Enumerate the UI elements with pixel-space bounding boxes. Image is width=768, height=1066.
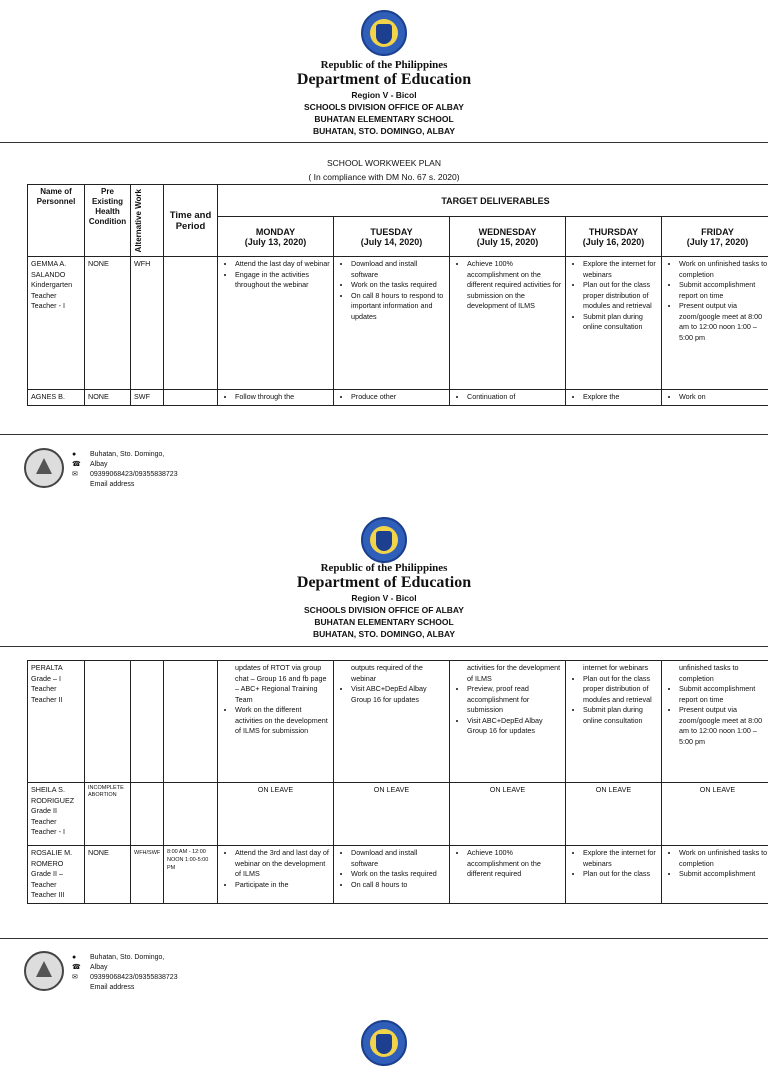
task-item: • Explore the internet for webinars: [583, 259, 658, 280]
alternative-work: [131, 661, 164, 783]
task-item: • Produce other: [351, 392, 446, 403]
division-label: SCHOOLS DIVISION OFFICE OF ALBAY: [0, 101, 768, 113]
task-item: • Present output via zoom/google meet at 8:00 am to 12:00 noon 1:00 – 5:00 pm: [679, 301, 768, 343]
task-item: • Explore the internet for webinars: [583, 848, 658, 869]
thursday-deliverables: [566, 846, 662, 904]
health-condition: NONE: [85, 390, 131, 406]
footer-divider: [0, 434, 768, 435]
name-line: PERALTA: [31, 663, 81, 674]
email-icon: ✉: [72, 973, 81, 983]
republic-label: Republic of the Philippines: [0, 562, 768, 574]
department-label: Department of Education: [0, 71, 768, 89]
header-friday: [662, 217, 768, 257]
task-item: • Work on unfinished tasks to completion: [679, 848, 768, 869]
task-item: • Download and install software: [351, 259, 446, 280]
footer-divider: [0, 938, 768, 939]
health-condition: NONE: [85, 846, 131, 904]
phone-icon: ☎: [72, 963, 81, 973]
footer-contact: [90, 953, 178, 993]
personnel-name: AGNES B.: [28, 390, 85, 406]
friday-deliverables: [662, 661, 768, 783]
footer-phone: 09399068423/09355838723: [90, 973, 178, 983]
workweek-table: [27, 184, 768, 406]
task-item: • Work on: [679, 392, 768, 403]
location-pin-icon: ●: [72, 450, 81, 460]
task-item: • Follow through the: [235, 392, 330, 403]
name-line: SHEILA S.: [31, 785, 81, 796]
region-label: Region V - Bicol: [0, 592, 768, 604]
task-item: • Work on the tasks required: [351, 869, 446, 880]
task-item: • Achieve 100% accomplishment on the different required activities for submission on the development of ILMS: [467, 259, 562, 312]
header-divider: [0, 142, 768, 143]
footer-address: Buhatan, Sto. Domingo, Albay: [90, 953, 178, 973]
plan-subtitle: ( In compliance with DM No. 67 s. 2020): [0, 172, 768, 182]
name-line: SALANDO: [31, 270, 81, 281]
name-line: Teacher: [31, 291, 81, 302]
monday-deliverables: [218, 257, 334, 390]
school-logo-icon: [24, 448, 64, 488]
header-name: Name of Personnel: [28, 185, 85, 257]
task-item: • Achieve 100% accomplishment on the different required: [467, 848, 562, 880]
day-date: (July 14, 2020): [337, 237, 446, 247]
task-item: • Participate in the: [235, 880, 330, 891]
time-period: [164, 661, 218, 783]
phone-icon: ☎: [72, 460, 81, 470]
task-continuation: activities for the development of ILMS: [453, 663, 562, 684]
task-item: • Continuation of: [467, 392, 562, 403]
name-line: RODRIGUEZ: [31, 796, 81, 807]
header-divider: [0, 646, 768, 647]
friday-deliverables: ON LEAVE: [662, 783, 768, 846]
tuesday-deliverables: ON LEAVE: [334, 783, 450, 846]
thursday-deliverables: [566, 390, 662, 406]
wednesday-deliverables: ON LEAVE: [450, 783, 566, 846]
header-health: Pre Existing Health Condition: [85, 185, 131, 257]
header-thursday: [566, 217, 662, 257]
name-line: ROSALIE M.: [31, 848, 81, 859]
location-pin-icon: ●: [72, 953, 81, 963]
task-item: • Submit accomplishment report on time: [679, 280, 768, 301]
table-row: [28, 846, 768, 904]
name-line: Teacher - I: [31, 301, 81, 312]
header-wednesday: [450, 217, 566, 257]
health-condition: NONE: [85, 257, 131, 390]
task-item: • Attend the 3rd and last day of webinar on the development of ILMS: [235, 848, 330, 880]
task-item: • Engage in the activities throughout the webinar: [235, 270, 330, 291]
task-item: • Explore the: [583, 392, 658, 403]
monday-deliverables: [218, 661, 334, 783]
day-name: MONDAY: [221, 227, 330, 237]
name-line: Teacher - I: [31, 827, 81, 838]
task-item: • Submit plan during online consultation: [583, 312, 658, 333]
name-line: Teacher: [31, 684, 81, 695]
deped-seal-icon: [361, 10, 407, 56]
health-condition: INCOMPLETE ABORTION: [85, 783, 131, 846]
task-item: • Plan out for the class proper distribution of modules and retrieval: [583, 280, 658, 312]
name-line: Teacher III: [31, 890, 81, 901]
tuesday-deliverables: [334, 661, 450, 783]
personnel-name: [28, 783, 85, 846]
header-time: Time and Period: [164, 185, 218, 257]
task-item: • Visit ABC+DepEd Albay Group 16 for updates: [467, 716, 562, 737]
personnel-name: [28, 661, 85, 783]
header-monday: [218, 217, 334, 257]
day-name: TUESDAY: [337, 227, 446, 237]
region-label: Region V - Bicol: [0, 89, 768, 101]
table-row: [28, 661, 768, 783]
task-item: • Present output via zoom/google meet at 8:00 am to 12:00 noon 1:00 – 5:00 pm: [679, 705, 768, 747]
health-condition: [85, 661, 131, 783]
table-row: [28, 783, 768, 846]
address-label: BUHATAN, STO. DOMINGO, ALBAY: [0, 125, 768, 137]
task-item: • Submit accomplishment report on time: [679, 684, 768, 705]
task-item: • Preview, proof read accomplishment for submission: [467, 684, 562, 716]
task-item: • On call 8 hours to respond to important information and updates: [351, 291, 446, 323]
wednesday-deliverables: [450, 257, 566, 390]
day-date: (July 17, 2020): [665, 237, 768, 247]
alternative-work: WFH/SWF: [131, 846, 164, 904]
name-line: Grade II –: [31, 869, 81, 880]
day-date: (July 15, 2020): [453, 237, 562, 247]
workweek-table-continued: [27, 660, 768, 904]
time-period: [164, 390, 218, 406]
friday-deliverables: [662, 390, 768, 406]
task-item: • Download and install software: [351, 848, 446, 869]
footer-icons: [72, 953, 81, 983]
thursday-deliverables: ON LEAVE: [566, 783, 662, 846]
alternative-work: SWF: [131, 390, 164, 406]
task-continuation: outputs required of the webinar: [337, 663, 446, 684]
tuesday-deliverables: [334, 390, 450, 406]
name-line: Teacher: [31, 880, 81, 891]
department-label: Department of Education: [0, 574, 768, 592]
task-item: • Submit accomplishment: [679, 869, 768, 880]
tuesday-deliverables: [334, 846, 450, 904]
address-label: BUHATAN, STO. DOMINGO, ALBAY: [0, 628, 768, 640]
letterhead: [0, 59, 768, 137]
time-period: [164, 257, 218, 390]
header-alt-work: [131, 185, 164, 257]
time-period: 8:00 AM - 12:00 NOON 1:00-5:00 PM: [164, 846, 218, 904]
name-line: Teacher II: [31, 695, 81, 706]
deped-seal-icon: [361, 517, 407, 563]
friday-deliverables: [662, 846, 768, 904]
task-continuation: updates of RTOT via group chat – Group 16 and fb page – ABC+ Regional Training Team: [221, 663, 330, 705]
day-date: (July 13, 2020): [221, 237, 330, 247]
table-row: [28, 390, 768, 406]
wednesday-deliverables: [450, 846, 566, 904]
monday-deliverables: [218, 846, 334, 904]
footer-email: Email address: [90, 983, 178, 993]
day-name: FRIDAY: [665, 227, 768, 237]
school-label: BUHATAN ELEMENTARY SCHOOL: [0, 616, 768, 628]
tuesday-deliverables: [334, 257, 450, 390]
header-tuesday: [334, 217, 450, 257]
task-item: • Plan out for the class proper distribution of modules and retrieval: [583, 674, 658, 706]
task-item: • Attend the last day of webinar: [235, 259, 330, 270]
footer-icons: [72, 450, 81, 480]
name-line: Grade – I: [31, 674, 81, 685]
day-name: THURSDAY: [569, 227, 658, 237]
task-continuation: unfinished tasks to completion: [665, 663, 768, 684]
name-line: Kindergarten: [31, 280, 81, 291]
plan-title: SCHOOL WORKWEEK PLAN: [0, 158, 768, 168]
thursday-deliverables: [566, 257, 662, 390]
name-line: Teacher: [31, 817, 81, 828]
personnel-name: [28, 846, 85, 904]
personnel-name: [28, 257, 85, 390]
header-deliverables: TARGET DELIVERABLES: [218, 185, 768, 217]
school-label: BUHATAN ELEMENTARY SCHOOL: [0, 113, 768, 125]
task-item: • Submit plan during online consultation: [583, 705, 658, 726]
wednesday-deliverables: [450, 661, 566, 783]
alternative-work: [131, 783, 164, 846]
footer-email: Email address: [90, 480, 178, 490]
task-continuation: internet for webinars: [569, 663, 658, 674]
day-date: (July 16, 2020): [569, 237, 658, 247]
footer-address: Buhatan, Sto. Domingo, Albay: [90, 450, 178, 470]
school-logo-icon: [24, 951, 64, 991]
monday-deliverables: ON LEAVE: [218, 783, 334, 846]
task-item: • Work on the different activities on the development of ILMS for submission: [235, 705, 330, 737]
wednesday-deliverables: [450, 390, 566, 406]
task-item: • On call 8 hours to: [351, 880, 446, 891]
day-name: WEDNESDAY: [453, 227, 562, 237]
name-line: Grade II: [31, 806, 81, 817]
alt-work-label: Alternative Work: [134, 189, 144, 252]
task-item: • Work on the tasks required: [351, 280, 446, 291]
monday-deliverables: [218, 390, 334, 406]
footer-contact: [90, 450, 178, 490]
task-item: • Plan out for the class: [583, 869, 658, 880]
email-icon: ✉: [72, 470, 81, 480]
division-label: SCHOOLS DIVISION OFFICE OF ALBAY: [0, 604, 768, 616]
footer-phone: 09399068423/09355838723: [90, 470, 178, 480]
thursday-deliverables: [566, 661, 662, 783]
alternative-work: WFH: [131, 257, 164, 390]
deped-seal-icon: [361, 1020, 407, 1066]
task-item: • Visit ABC+DepEd Albay Group 16 for updates: [351, 684, 446, 705]
republic-label: Republic of the Philippines: [0, 59, 768, 71]
name-line: GEMMA A.: [31, 259, 81, 270]
letterhead: [0, 562, 768, 640]
friday-deliverables: [662, 257, 768, 390]
task-item: • Work on unfinished tasks to completion: [679, 259, 768, 280]
name-line: ROMERO: [31, 859, 81, 870]
table-row: [28, 257, 768, 390]
time-period: [164, 783, 218, 846]
